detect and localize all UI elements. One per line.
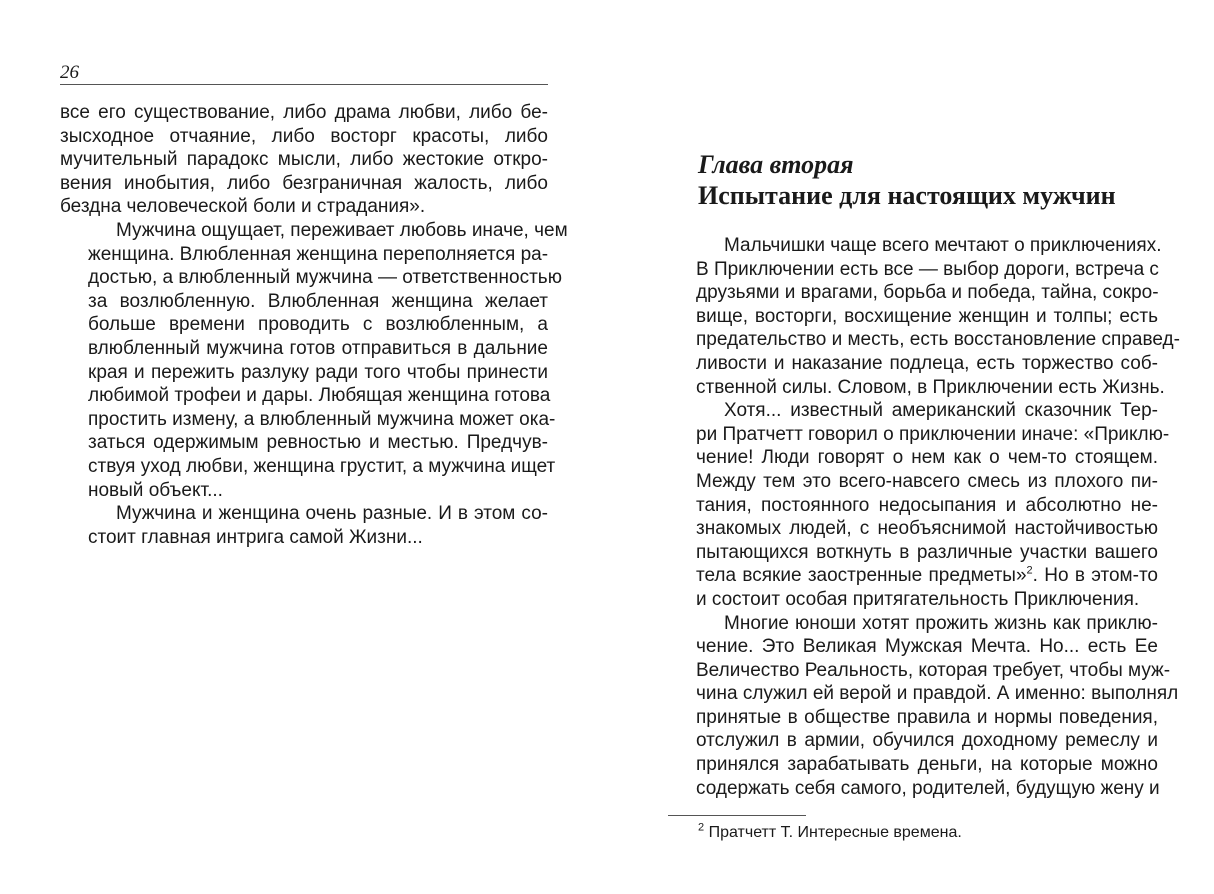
paragraph [668, 399, 1170, 611]
text-line: Мужчина ощущает, переживает любовь иначе, чем [116, 219, 568, 241]
text-line: отслужил в армии, обучился доходному ремеслу и [696, 730, 1158, 752]
text-line: Хотя... известный американский сказочник Тер- [724, 400, 1158, 422]
right-page [668, 150, 1180, 800]
text-line: Многие юноши хотят прожить жизнь как приклю- [724, 612, 1158, 634]
paragraph [668, 234, 1180, 399]
footnote-marker: 2 [698, 821, 705, 834]
text-line: вения инобытия, либо безграничная жалость, либо [60, 172, 548, 194]
footnote-text: Пратчетт Т. Интересные времена. [708, 824, 962, 841]
footnote-reference: 2 [1026, 564, 1033, 577]
text-line: знакомых людей, с необъяснимой настойчивостью [696, 518, 1158, 540]
text-line: края и пережить разлуку ради того чтобы принести [88, 361, 548, 383]
text-line: ственной силы. Словом, в Приключении есть Жизнь. [696, 376, 1165, 398]
text-line: В Приключении есть все — выбор дороги, встреча с [696, 258, 1159, 280]
text-line: Величество Реальность, которая требует, чтобы муж- [696, 659, 1171, 681]
text-line: содержать себя самого, родителей, будущую жену и [696, 777, 1160, 799]
text-line: чина служил ей верой и правдой. А именно: выполнял [696, 683, 1179, 705]
text-line: влюбленный мужчина готов отправиться в дальние [88, 337, 548, 359]
text-line: простить измену, а влюбленный мужчина может ока- [88, 408, 556, 430]
text-line: больше времени проводить с возлюбленным, а [88, 314, 548, 336]
text-line: тела всякие заостренные предметы»$^2$. Но в этом-то [696, 564, 1159, 587]
text-line: ствуя уход любви, женщина грустит, а мужчина ищет [88, 455, 556, 477]
chapter-number: Глава вторая [698, 150, 854, 179]
text-line: за возлюбленную. Влюбленная женщина желает [88, 290, 548, 312]
text-line: достью, а влюбленный мужчина — ответственностью [88, 267, 562, 289]
text-line: друзьями и врагами, борьба и победа, тайна, сокро- [696, 282, 1159, 304]
page-number: 26 [60, 62, 79, 83]
text-line: Мужчина и женщина очень разные. И в этом со- [116, 503, 548, 525]
text-line: новый объект... [88, 479, 223, 501]
text-line: принялся зарабатывать деньги, на которые можно [696, 754, 1158, 776]
text-line: любимой трофеи и дары. Любящая женщина готова [88, 385, 551, 407]
text-line: бездна человеческой боли и страдания». [60, 196, 426, 218]
footnote-rule [668, 815, 806, 816]
text-line: все его существование, либо драма любви, либо бе- [60, 102, 548, 123]
text-line: вище, восторги, восхищение женщин и толпы; есть [696, 305, 1158, 327]
text-line: и состоит особая притягательность Приключения. [696, 588, 1140, 610]
text-line: принятые в обществе правила и нормы поведения, [696, 706, 1158, 728]
footnote [698, 822, 962, 844]
text-line: ливости и наказание подлеца, есть торжество соб- [696, 352, 1158, 374]
text-line: пытающихся воткнуть в различные участки вашего [696, 541, 1158, 563]
text-line: стоит главная интрига самой Жизни... [88, 526, 423, 548]
text-line: зысходное отчаяние, либо восторг красоты, либо [60, 125, 548, 147]
text-line: чение! Люди говорят о нем как о чем-то стоящем. [696, 447, 1158, 469]
paragraph [668, 612, 1179, 801]
left-page [60, 60, 568, 549]
text-line: предательство и месть, есть восстановление справед- [696, 329, 1180, 351]
header-rule [60, 84, 548, 85]
text-line: Мальчишки чаще всего мечтают о приключениях. [724, 235, 1162, 256]
left-page-body [60, 101, 568, 549]
text-line: мучительный парадокс мысли, либо жестокие откро- [60, 149, 548, 171]
text-line: ри Пратчетт говорил о приключении иначе: «Приклю- [696, 423, 1170, 445]
text-line: заться одержимым ревностью и местью. Предчув- [88, 432, 548, 454]
text-line: тания, постоянного недосыпания и абсолютно не- [696, 494, 1158, 516]
text-line: чение. Это Великая Мужская Мечта. Но... есть Ее [696, 636, 1158, 658]
text-line: Между тем это всего-навсего смесь из плохого пи- [696, 470, 1158, 492]
right-page-body [668, 234, 1180, 800]
paragraph [60, 502, 548, 549]
paragraph [60, 101, 548, 219]
chapter-title: Испытание для настоящих мужчин [698, 181, 1116, 210]
text-line: женщина. Влюбленная женщина переполняется ра- [88, 243, 549, 265]
paragraph [60, 219, 568, 502]
